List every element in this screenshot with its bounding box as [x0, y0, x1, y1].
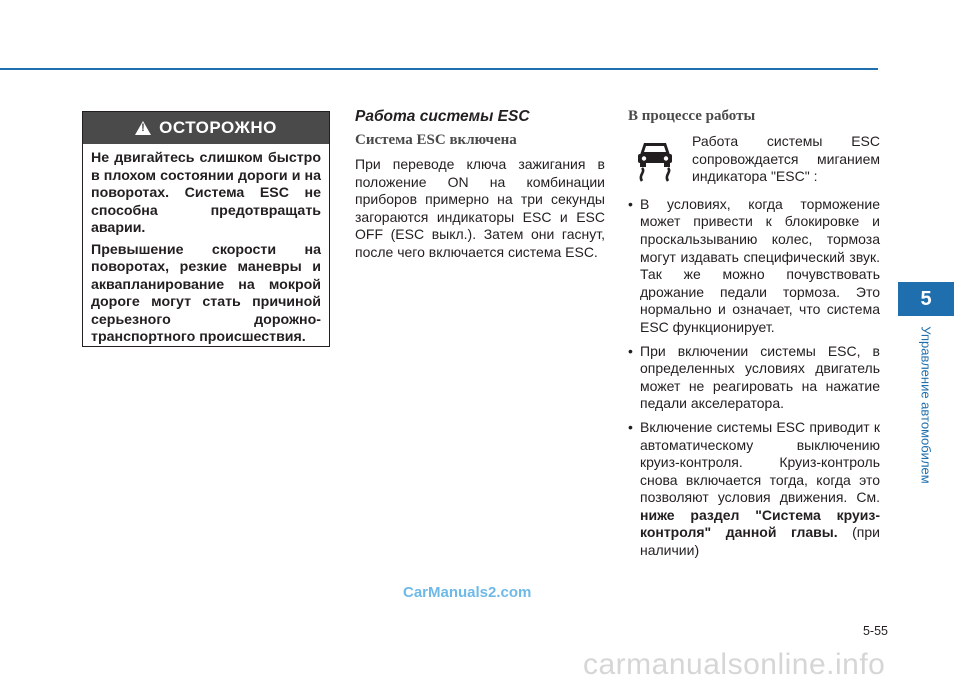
body-paragraph: При переводе ключа зажигания в положение ON на комбинации приборов примерно на три секунды загораются индикаторы ESC и ESC OFF (ESC выкл.). Затем они гаснут, после чего включается система ESC. [355, 156, 605, 260]
indicator-row [628, 133, 880, 186]
top-rule [0, 68, 878, 70]
page-number: 5-55 [862, 624, 888, 638]
warning-triangle-icon [135, 121, 151, 135]
section-heading: Работа системы ESC [355, 108, 530, 125]
list-item-tail: (при наличии) [640, 524, 880, 559]
warning-paragraph: Не двигайтесь слишком быстро в плохом состоянии дороги и на поворотах. Система ESC не способна предотвращать аварии. [91, 150, 321, 236]
chapter-tab: 5 [898, 282, 954, 316]
bullet-list [628, 196, 880, 560]
watermark-secondary: carmanualsonline.info [583, 648, 886, 681]
section-subheading-operation: В процессе работы [628, 108, 756, 124]
warning-title: ОСТОРОЖНО [159, 118, 277, 137]
warning-box [82, 111, 330, 347]
list-item-text: Включение системы ESC приводит к автоматическому выключению круиз-контроля. Круиз-контроль снова включается тогда, когда это позволяют условия движения. См. [640, 418, 880, 506]
list-item: • В условиях, когда торможение может привести к блокировке и проскальзыванию колес, тормоза могут издавать специфический звук. Так же можно почувствовать дрожание педали тормоза. Это нормально и означает, что система ESC функционирует. [628, 196, 880, 337]
chapter-title: Управление автомобилем [918, 326, 934, 484]
list-item [628, 419, 880, 560]
middle-column [355, 108, 605, 262]
indicator-description: Работа системы ESC сопровождается миганием индикатора "ESC" : [692, 133, 880, 185]
cross-reference: ниже раздел "Система круиз-контроля" данной главы. [640, 506, 880, 541]
warning-body [83, 144, 329, 347]
list-item: • При включении системы ESC, в определенных условиях двигатель может не реагировать на нажатие педали акселератора. [628, 343, 880, 413]
right-column [628, 108, 880, 566]
watermark-primary[interactable]: CarManuals2.com [403, 584, 532, 601]
warning-paragraph: Превышение скорости на поворотах, резкие маневры и аквапланирование на мокрой дороге могут стать причиной серьезного дорожно-транспортного происшествия. [91, 241, 321, 345]
warning-header [83, 112, 329, 144]
section-subheading: Система ESC включена [355, 132, 517, 148]
esc-skid-car-icon [632, 137, 678, 183]
